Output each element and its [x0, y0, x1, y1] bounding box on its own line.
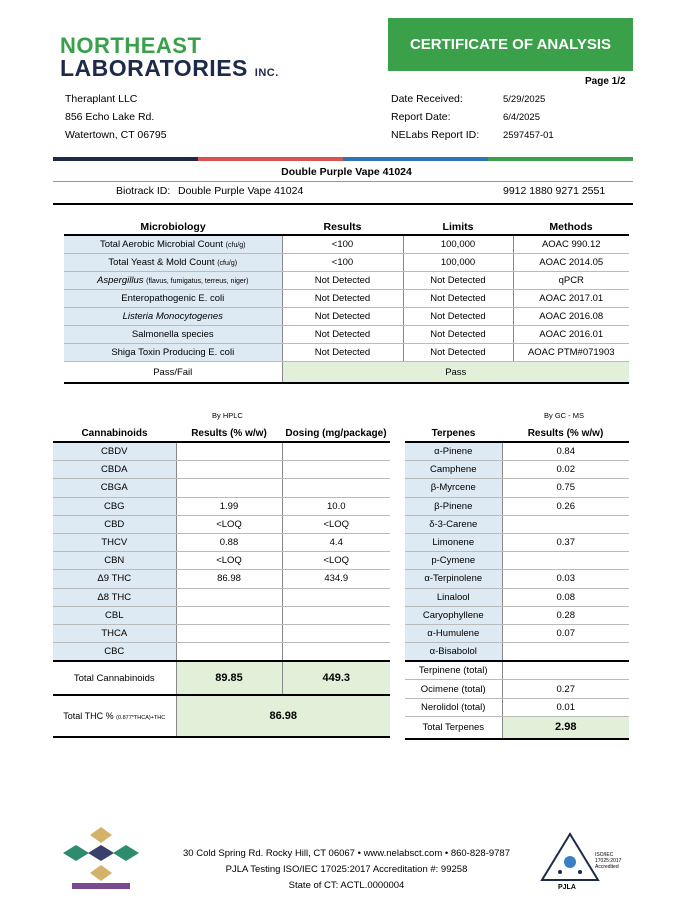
cann-result [176, 442, 282, 461]
biotrack-id: 9912 1880 9271 2551 [503, 185, 606, 197]
logo-line1: NORTHEAST [60, 33, 202, 58]
terp-result: 0.75 [502, 479, 629, 497]
cann-result: <LOQ [176, 552, 282, 570]
rule-segment-2 [198, 157, 343, 161]
footer-accreditation: PJLA Testing ISO/IEC 17025:2017 Accreditation #: 99258 [225, 864, 468, 875]
table-row [405, 698, 629, 716]
footer-state: State of CT: ACTL.0000004 [288, 880, 405, 891]
total-thc-label: Total THC % [63, 711, 114, 722]
terp-result: 0.08 [502, 588, 629, 606]
terp-name: α-Humulene [405, 624, 502, 642]
table-row [53, 442, 390, 461]
table-row [64, 290, 629, 308]
cann-name: Δ9 THC [53, 570, 176, 588]
rule-segment-3 [343, 157, 488, 161]
table-row [405, 680, 629, 698]
micro-unit: (cfu/g) [217, 260, 238, 267]
product-name: Double Purple Vape 41024 [281, 166, 412, 178]
terp-result [502, 552, 629, 570]
cannabinoids-table [53, 426, 390, 738]
terp-name: Nerolidol (total) [405, 698, 502, 716]
micro-header-methods: Methods [549, 220, 593, 233]
cann-dose [282, 479, 390, 497]
cann-dose [282, 606, 390, 624]
table-row [53, 461, 390, 479]
micro-method: AOAC 2014.05 [513, 254, 629, 272]
report-date-value: 6/4/2025 [503, 112, 540, 123]
table-row [405, 661, 629, 680]
table-row [53, 552, 390, 570]
terp-name: Limonene [405, 533, 502, 551]
cann-result [176, 588, 282, 606]
micro-result: <100 [282, 254, 403, 272]
cann-dose [282, 624, 390, 642]
report-date-label: Report Date: [391, 111, 451, 123]
micro-limit: Not Detected [403, 308, 513, 326]
terp-result: 0.07 [502, 624, 629, 642]
client-address1: 856 Echo Lake Rd. [65, 111, 155, 123]
terp-result [502, 515, 629, 533]
report-id-label: NELabs Report ID: [391, 129, 480, 141]
terp-result: 0.27 [502, 680, 629, 698]
date-received-value: 5/29/2025 [503, 94, 546, 105]
logo-line2 [60, 55, 279, 82]
micro-result: <100 [282, 235, 403, 254]
table-row [64, 326, 629, 344]
terp-result: 0.26 [502, 497, 629, 515]
cann-name: CBC [53, 643, 176, 662]
table-row [405, 624, 629, 642]
cann-result [176, 479, 282, 497]
cann-result [176, 606, 282, 624]
table-row [53, 479, 390, 497]
cann-dose [282, 461, 390, 479]
cann-result [176, 461, 282, 479]
terp-name: Terpinene (total) [405, 661, 502, 680]
cann-name: THCV [53, 533, 176, 551]
micro-result: Not Detected [282, 344, 403, 362]
table-row [405, 479, 629, 497]
table-row [405, 497, 629, 515]
table-row [405, 606, 629, 624]
pass-fail-label: Pass/Fail [64, 362, 282, 384]
table-row [53, 606, 390, 624]
cann-dose: 434.9 [282, 570, 390, 588]
terp-result: 0.02 [502, 461, 629, 479]
micro-method: AOAC 2017.01 [513, 290, 629, 308]
micro-limit: Not Detected [403, 290, 513, 308]
table-row [53, 497, 390, 515]
table-row [64, 344, 629, 362]
cann-result [176, 624, 282, 642]
terp-name: α-Terpinolene [405, 570, 502, 588]
terp-result: 0.28 [502, 606, 629, 624]
terpenes-table [405, 426, 629, 740]
table-row [53, 624, 390, 642]
pjla-logo [540, 832, 640, 894]
terp-name: δ-3-Carene [405, 515, 502, 533]
total-thc-row [53, 695, 390, 737]
pjla-triangle-icon [540, 832, 600, 882]
micro-header-results: Results [323, 220, 362, 233]
total-thc-formula: (0.877*THCA)+THC [116, 715, 166, 722]
rule-segment-4 [488, 157, 633, 161]
table-row [64, 308, 629, 326]
table-row [405, 442, 629, 461]
terp-name: p-Cymene [405, 552, 502, 570]
micro-name: Total Yeast & Mold Count [108, 257, 215, 268]
table-row [53, 533, 390, 551]
micro-result: Not Detected [282, 326, 403, 344]
cann-header-results: Results (% w/w) [191, 428, 267, 439]
table-row [53, 570, 390, 588]
table-row [405, 570, 629, 588]
pjla-label: PJLA [558, 884, 576, 891]
client-address2: Watertown, CT 06795 [65, 129, 167, 141]
cann-result [176, 643, 282, 662]
cann-dose: <LOQ [282, 552, 390, 570]
logo-laboratories: LABORATORIES [60, 55, 248, 81]
table-row [405, 643, 629, 662]
terp-header-results: Results (% w/w) [527, 428, 604, 439]
terp-name: α-Pinene [405, 442, 502, 461]
terp-result [502, 661, 629, 680]
table-row [53, 515, 390, 533]
cann-header-name: Cannabinoids [81, 428, 148, 439]
terp-name: β-Pinene [405, 497, 502, 515]
terp-result: 0.01 [502, 698, 629, 716]
terp-name: Caryophyllene [405, 606, 502, 624]
total-terpenes-label: Total Terpenes [405, 716, 502, 739]
cann-name: CBG [53, 497, 176, 515]
cann-name: CBN [53, 552, 176, 570]
micro-name: Enteropathogenic E. coli [64, 290, 282, 308]
micro-method: AOAC PTM#071903 [513, 344, 629, 362]
cann-result: <LOQ [176, 515, 282, 533]
terpene-method-note: By GC - MS [544, 411, 585, 420]
terp-result: 0.84 [502, 442, 629, 461]
micro-limit: Not Detected [403, 326, 513, 344]
table-row [64, 272, 629, 290]
micro-name: Total Aerobic Microbial Count [99, 239, 224, 250]
micro-method: qPCR [513, 272, 629, 290]
terp-name: Camphene [405, 461, 502, 479]
terp-name: Linalool [405, 588, 502, 606]
page-number: Page 1/2 [585, 76, 626, 87]
micro-limit: Not Detected [403, 344, 513, 362]
terp-result [502, 643, 629, 662]
pass-fail-row [64, 362, 629, 384]
micro-unit: (flavus, fumigatus, terreus, niger) [146, 278, 249, 285]
micro-header-name: Microbiology [140, 220, 206, 233]
cann-dose [282, 643, 390, 662]
total-cannabinoids-dose: 449.3 [282, 661, 390, 695]
micro-result: Not Detected [282, 290, 403, 308]
micro-unit: (cfu/g) [225, 242, 246, 249]
table-row [405, 533, 629, 551]
terp-name: β-Myrcene [405, 479, 502, 497]
cann-name: CBL [53, 606, 176, 624]
total-terpenes-row [405, 716, 629, 739]
product-divider [53, 181, 633, 182]
micro-limit: 100,000 [403, 235, 513, 254]
cann-dose: 4.4 [282, 533, 390, 551]
cannabinoid-method-note: By HPLC [212, 411, 243, 420]
biotrack-name: Double Purple Vape 41024 [178, 185, 304, 197]
table-row [405, 588, 629, 606]
terp-header-name: Terpenes [431, 428, 476, 439]
table-row [64, 254, 629, 272]
cann-result: 1.99 [176, 497, 282, 515]
micro-result: Not Detected [282, 272, 403, 290]
micro-name: Listeria Monocytogenes [64, 308, 282, 326]
table-row [405, 515, 629, 533]
cann-dose: <LOQ [282, 515, 390, 533]
micro-result: Not Detected [282, 308, 403, 326]
table-row [64, 235, 629, 254]
table-row [405, 552, 629, 570]
certificate-title: CERTIFICATE OF ANALYSIS [388, 18, 633, 71]
pjla-accredited-text: ISO/IEC 17025:2017 Accredited [595, 852, 622, 870]
logo-inc: INC. [254, 67, 279, 79]
biotrack-label: Biotrack ID: [116, 185, 171, 197]
table-row [53, 588, 390, 606]
micro-header-limits: Limits [442, 220, 474, 233]
cann-name: CBGA [53, 479, 176, 497]
cann-result: 86.98 [176, 570, 282, 588]
cann-name: CBDA [53, 461, 176, 479]
cann-name: CBDV [53, 442, 176, 461]
table-row [53, 643, 390, 662]
terp-result: 0.37 [502, 533, 629, 551]
client-name: Theraplant LLC [65, 93, 138, 105]
report-id-value: 2597457-01 [503, 130, 554, 141]
cann-dose [282, 588, 390, 606]
cann-name: THCA [53, 624, 176, 642]
micro-method: AOAC 990.12 [513, 235, 629, 254]
total-cannabinoids-label: Total Cannabinoids [53, 661, 176, 695]
micro-name: Salmonella species [64, 326, 282, 344]
total-terpenes-value: 2.98 [502, 716, 629, 739]
cann-dose: 10.0 [282, 497, 390, 515]
date-received-label: Date Received: [391, 93, 463, 105]
micro-limit: 100,000 [403, 254, 513, 272]
cann-name: CBD [53, 515, 176, 533]
micro-name: Aspergillus [97, 275, 144, 286]
micro-name: Shiga Toxin Producing E. coli [64, 344, 282, 362]
terp-result: 0.03 [502, 570, 629, 588]
micro-method: AOAC 2016.01 [513, 326, 629, 344]
cann-header-dosing: Dosing (mg/package) [285, 428, 387, 439]
total-cannabinoids-row [53, 661, 390, 695]
micro-limit: Not Detected [403, 272, 513, 290]
rule-segment-1 [53, 157, 198, 161]
table-row [405, 461, 629, 479]
cann-dose [282, 442, 390, 461]
terp-name: Ocimene (total) [405, 680, 502, 698]
microbiology-table [64, 219, 629, 384]
micro-method: AOAC 2016.08 [513, 308, 629, 326]
footer-address: 30 Cold Spring Rd. Rocky Hill, CT 06067 • www.nelabsct.com • 860-828-9787 [183, 848, 510, 859]
terp-name: α-Bisabolol [405, 643, 502, 662]
total-cannabinoids-result: 89.85 [176, 661, 282, 695]
pass-fail-value: Pass [282, 362, 629, 384]
biotrack-divider [53, 203, 633, 205]
total-thc-value: 86.98 [176, 695, 390, 737]
cann-result: 0.88 [176, 533, 282, 551]
cann-name: Δ8 THC [53, 588, 176, 606]
